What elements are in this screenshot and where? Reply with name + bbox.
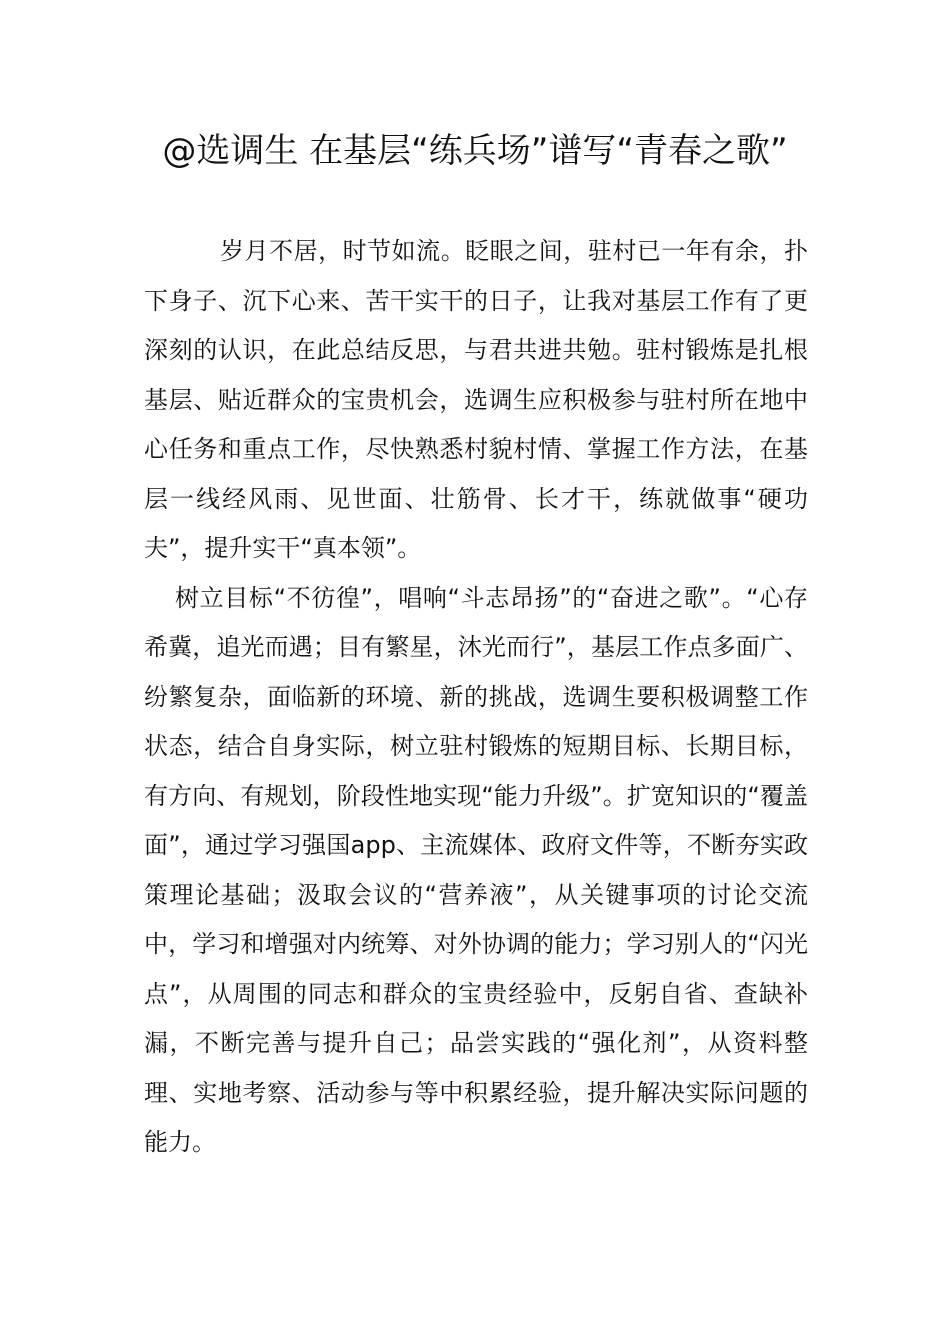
paragraph-1: 岁月不居，时节如流。眨眼之间，驻村已一年有余，扑下身子、沉下心来、苦干实干的日子，让我对基层工作有了更深刻的认识，在此总结反思，与君共进共勉。驻村锻炼是扎根基层、贴近群众的宝贵机会，选调生应积极参与驻村所在地中心任务和重点工作，尽快熟悉村貌村情、掌握工作方法，在基层一线经风雨、见世面、壮筋骨、长才干，练就做事“硬功夫”，提升实干“真本领”。 [144,237,808,562]
document-body [144,227,808,1168]
paragraph-2: 树立目标“不彷徨”，唱响“斗志昂扬”的“奋进之歌”。“心存希冀，追光而遇；目有繁星，沐光而行”，基层工作点多面广、纷繁复杂，面临新的环境、新的挑战，选调生要积极调整工作状态，结合自身实际，树立驻村锻炼的短期目标、长期目标，有方向、有规划，阶段性地实现“能力升级”。扩宽知识的“覆盖面”，通过学习强国app、主流媒体、政府文件等，不断夯实政策理论基础；汲取会议的“营养液”，从关键事项的讨论交流中，学习和增强对内统筹、对外协调的能力；学习别人的“闪光点”，从周围的同志和群众的宝贵经验中，反躬自省、查缺补漏，不断完善与提升自己；品尝实践的“强化剂”，从资料整理、实地考察、活动参与等中积累经验，提升解决实际问题的能力。 [144,583,808,1156]
document-title: @选调生 在基层“练兵场”谱写“青春之歌” [162,131,788,171]
